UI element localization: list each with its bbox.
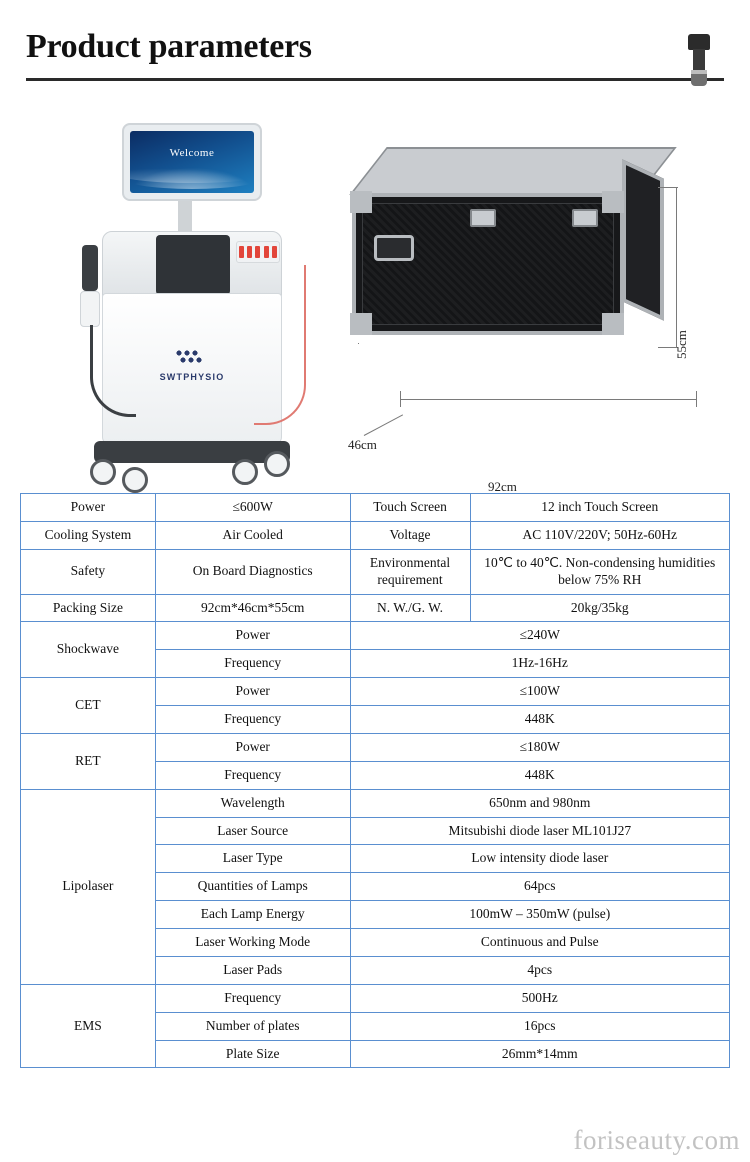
- param-group-cell: EMS: [21, 984, 156, 1068]
- param-label-cell: Power: [155, 622, 350, 650]
- param-value-cell: AC 110V/220V; 50Hz-60Hz: [470, 521, 730, 549]
- machine-image: [60, 105, 320, 475]
- param-value-cell: 12 inch Touch Screen: [470, 494, 730, 522]
- flight-case-image: [340, 147, 700, 494]
- watermark: foriseauty.com: [573, 1125, 740, 1155]
- param-label-cell: Environmental requirement: [350, 549, 470, 594]
- machine-base: [94, 441, 290, 463]
- param-value-cell: 26mm*14mm: [350, 1040, 729, 1068]
- param-group-cell: RET: [21, 733, 156, 789]
- table-row: [21, 622, 730, 650]
- param-label-cell: Power: [155, 733, 350, 761]
- param-label-cell: Safety: [21, 549, 156, 594]
- case-latch: [572, 209, 598, 227]
- table-row: [21, 494, 730, 522]
- param-label-cell: Quantities of Lamps: [155, 873, 350, 901]
- header-divider: [26, 78, 724, 81]
- param-label-cell: Frequency: [155, 761, 350, 789]
- param-label-cell: Cooling System: [21, 521, 156, 549]
- param-value-cell: Continuous and Pulse: [350, 929, 729, 957]
- caster-wheel: [90, 459, 116, 485]
- product-illustration: [0, 87, 750, 494]
- param-label-cell: Laser Pads: [155, 956, 350, 984]
- param-label-cell: Laser Working Mode: [155, 929, 350, 957]
- product-parameters-table: [20, 493, 730, 1068]
- param-value-cell: 100mW – 350mW (pulse): [350, 901, 729, 929]
- laser-pads-tray: [236, 241, 280, 263]
- param-value-cell: 500Hz: [350, 984, 729, 1012]
- table-row: [21, 521, 730, 549]
- screen-welcome-text: Welcome: [169, 147, 215, 159]
- dimension-tick: [696, 391, 697, 407]
- param-label-cell: Each Lamp Energy: [155, 901, 350, 929]
- brand-mark-icon: [175, 350, 209, 364]
- param-value-cell: Mitsubishi diode laser ML101J27: [350, 817, 729, 845]
- case-corner: [350, 313, 372, 335]
- param-group-cell: Lipolaser: [21, 789, 156, 984]
- param-label-cell: Frequency: [155, 650, 350, 678]
- dimension-label-width: 92cm: [488, 479, 517, 494]
- param-label-cell: N. W./G. W.: [350, 594, 470, 622]
- dimension-line-height: [676, 187, 677, 347]
- param-label-cell: Frequency: [155, 984, 350, 1012]
- param-value-cell: ≤600W: [155, 494, 350, 522]
- dimension-tick: [400, 391, 401, 407]
- param-value-cell: 4pcs: [350, 956, 729, 984]
- param-label-cell: Wavelength: [155, 789, 350, 817]
- case-corner: [602, 191, 624, 213]
- param-value-cell: 448K: [350, 706, 729, 734]
- param-label-cell: Power: [155, 678, 350, 706]
- cable-black: [90, 325, 136, 417]
- handpiece-icon: [682, 34, 716, 90]
- page-title: Product parameters: [26, 28, 312, 65]
- case-handle: [374, 235, 414, 261]
- table-row: [21, 984, 730, 1012]
- param-label-cell: Packing Size: [21, 594, 156, 622]
- page-header: [0, 0, 750, 81]
- control-panel: [156, 235, 230, 295]
- param-value-cell: 20kg/35kg: [470, 594, 730, 622]
- param-group-cell: CET: [21, 678, 156, 734]
- handpiece-holder: [82, 245, 98, 291]
- case-latch: [470, 209, 496, 227]
- table-row: [21, 594, 730, 622]
- param-value-cell: Air Cooled: [155, 521, 350, 549]
- touch-screen: [130, 131, 254, 193]
- param-value-cell: Low intensity diode laser: [350, 845, 729, 873]
- param-value-cell: ≤180W: [350, 733, 729, 761]
- case-corner: [350, 191, 372, 213]
- table-row: [21, 733, 730, 761]
- param-label-cell: Laser Source: [155, 817, 350, 845]
- table-row: [21, 789, 730, 817]
- param-value-cell: 1Hz-16Hz: [350, 650, 729, 678]
- dimension-label-height: 55cm: [674, 330, 689, 359]
- caster-wheel: [122, 467, 148, 493]
- param-value-cell: On Board Diagnostics: [155, 549, 350, 594]
- table-row: [21, 549, 730, 594]
- table-row: [21, 678, 730, 706]
- case-corner: [602, 313, 624, 335]
- dimension-line-width: [400, 399, 696, 400]
- param-label-cell: Frequency: [155, 706, 350, 734]
- param-value-cell: 650nm and 980nm: [350, 789, 729, 817]
- table-body: [21, 494, 730, 1068]
- param-label-cell: Touch Screen: [350, 494, 470, 522]
- param-value-cell: 16pcs: [350, 1012, 729, 1040]
- monitor: [122, 123, 262, 201]
- param-value-cell: 92cm*46cm*55cm: [155, 594, 350, 622]
- dimension-label-depth: 46cm: [348, 437, 377, 452]
- param-label-cell: Voltage: [350, 521, 470, 549]
- param-label-cell: Power: [21, 494, 156, 522]
- param-label-cell: Laser Type: [155, 845, 350, 873]
- param-label-cell: Number of plates: [155, 1012, 350, 1040]
- handpiece-body: [80, 291, 100, 327]
- param-value-cell: 64pcs: [350, 873, 729, 901]
- case-side-panel: [622, 159, 664, 321]
- param-group-cell: Shockwave: [21, 622, 156, 678]
- caster-wheel: [264, 451, 290, 477]
- cable-red: [254, 265, 306, 425]
- param-value-cell: 10℃ to 40℃. Non-condensing humidities below 75% RH: [470, 549, 730, 594]
- brand-name: SWTPHYSIO: [159, 372, 225, 382]
- caster-wheel: [232, 459, 258, 485]
- dimension-line-depth: [364, 414, 403, 436]
- param-value-cell: ≤100W: [350, 678, 729, 706]
- param-value-cell: ≤240W: [350, 622, 729, 650]
- param-label-cell: Plate Size: [155, 1040, 350, 1068]
- dimension-tick: [658, 187, 678, 188]
- param-value-cell: 448K: [350, 761, 729, 789]
